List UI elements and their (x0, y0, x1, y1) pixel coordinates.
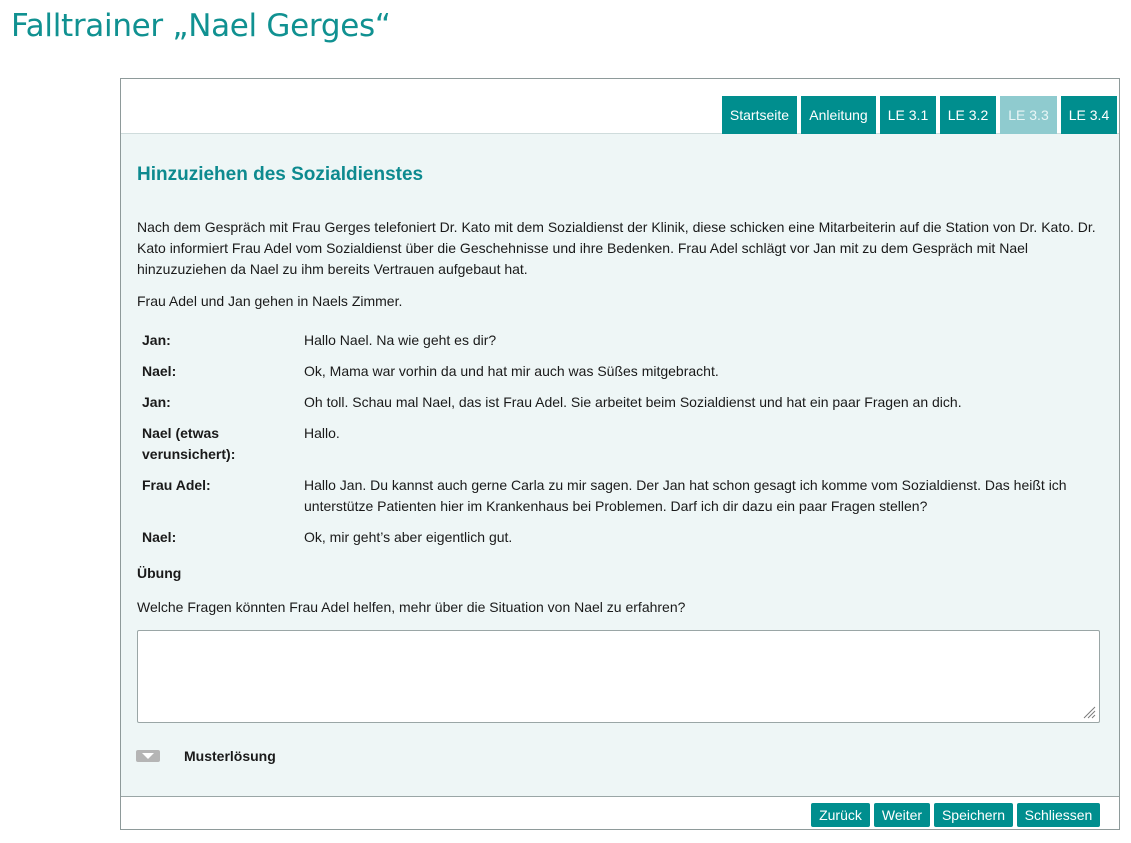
answer-textarea[interactable] (137, 630, 1100, 723)
dialog-text: Hallo Jan. Du kannst auch gerne Carla zu mir sagen. Der Jan hat schon gesagt ich komme vom Sozialdienst. Das heißt ich unterstütze Patienten hier im Krankenhaus bei Problemen. Darf ich dir dazu ein paar Fragen stellen? (304, 477, 1067, 514)
tab-le-3-3[interactable]: LE 3.3 (1000, 96, 1057, 134)
content-area (121, 134, 1119, 796)
page-title: Falltrainer „Nael Gerges“ (11, 8, 391, 44)
close-button[interactable]: Schliessen (1017, 803, 1100, 827)
dialog-text: Hallo Nael. Na wie geht es dir? (304, 332, 497, 348)
back-button[interactable]: Zurück (811, 803, 870, 827)
intro-paragraph-2: Frau Adel und Jan gehen in Naels Zimmer. (137, 293, 403, 309)
dialog-speaker: Nael: (142, 529, 177, 545)
resize-grip-icon[interactable] (1082, 705, 1096, 719)
tab-le-3-4[interactable]: LE 3.4 (1061, 96, 1117, 134)
dialog-text: Oh toll. Schau mal Nael, das ist Frau Adel. Sie arbeitet beim Sozialdienst und hat ein paar Fragen an dich. (304, 394, 962, 410)
next-button[interactable]: Weiter (874, 803, 930, 827)
section-title: Hinzuziehen des Sozialdienstes (137, 164, 424, 185)
dialog-text: Hallo. (304, 425, 340, 441)
save-button[interactable]: Speichern (934, 803, 1013, 827)
dialog-text: Ok, mir geht’s aber eigentlich gut. (304, 529, 513, 545)
case-trainer-frame (120, 78, 1120, 830)
dialog-speaker: Frau Adel: (142, 477, 211, 493)
exercise-question: Welche Fragen könnten Frau Adel helfen, mehr über die Situation von Nael zu erfahren? (137, 599, 686, 615)
exercise-heading: Übung (137, 565, 182, 581)
dialog-speaker: Nael (etwas verunsichert): (142, 425, 236, 462)
tab-startseite[interactable]: Startseite (722, 96, 797, 134)
footer-bar (121, 796, 1119, 829)
tab-le-3-1[interactable]: LE 3.1 (880, 96, 936, 134)
tab-le-3-2[interactable]: LE 3.2 (940, 96, 996, 134)
solution-label[interactable]: Musterlösung (184, 748, 276, 764)
intro-paragraph: Nach dem Gespräch mit Frau Gerges telefoniert Dr. Kato mit dem Sozialdienst der Klinik, diese schicken eine Mitarbeiterin auf die Station von Dr. Kato. Dr. Kato informiert Frau Adel vom Sozialdienst über die Geschehnisse und ihre Bedenken. Frau Adel schlägt vor Jan mit zu dem Gespräch mit Nael hinzuzuziehen da Nael zu ihm bereits Vertrauen aufgebaut hat. (137, 219, 1096, 277)
dialog-speaker: Jan: (142, 394, 171, 410)
dialog-speaker: Jan: (142, 332, 171, 348)
tab-bar (121, 79, 1119, 134)
tab-anleitung[interactable]: Anleitung (801, 96, 876, 134)
dialog-text: Ok, Mama war vorhin da und hat mir auch was Süßes mitgebracht. (304, 363, 719, 379)
dialog-speaker: Nael: (142, 363, 177, 379)
solution-toggle-icon[interactable] (136, 750, 160, 762)
